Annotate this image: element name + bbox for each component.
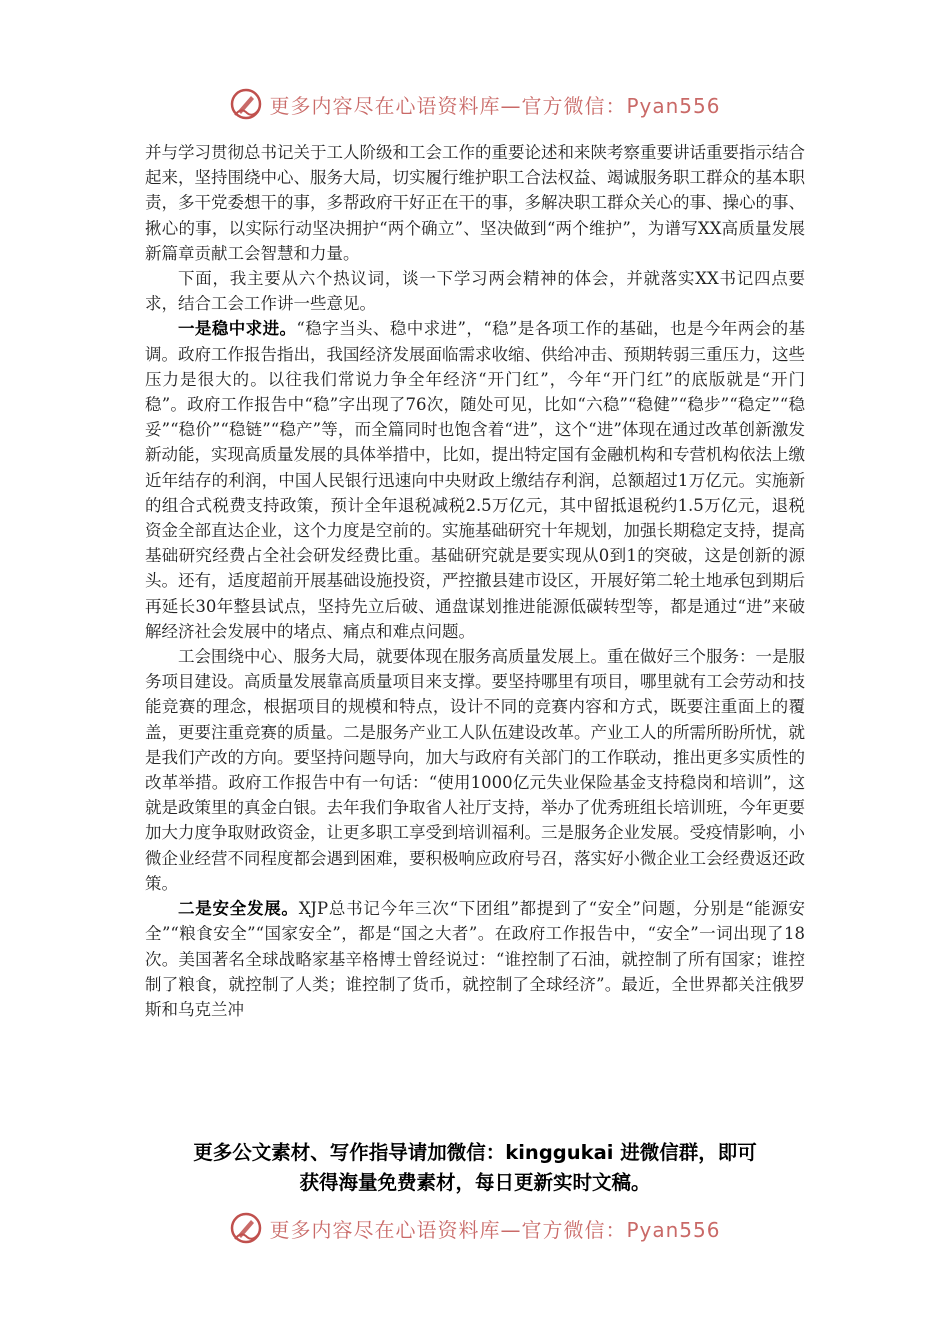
watermark-header [0, 86, 950, 122]
section-heading-1: 一是稳中求进。 [178, 319, 297, 339]
paragraph-1-text: 并与学习贯彻总书记关于工人阶级和工会工作的重要论述和来陕考察重要讲话重要指示结合起来，坚持围绕中心、服务大局，切实履行维护职工合法权益、竭诚服务职工群众的基本职责，多干党委想干的事，多帮政府干好正在干的事，多解决职工群众关心的事、操心的事、揪心的事，以实际行动坚决拥护“两个确立”、坚决做到“两个维护”，为谱写XX高质量发展新篇章贡献工会智慧和力量。 [145, 143, 805, 263]
document-body [145, 140, 805, 1022]
paragraph-4-text: 工会围绕中心、服务大局，就要体现在服务高质量发展上。重在做好三个服务：一是服务项目建设。高质量发展靠高质量项目来支撑。要坚持哪里有项目，哪里就有工会劳动和技能竞赛的理念，根据项目的规模和特点，设计不同的竞赛内容和方式，既要注重面上的覆盖，更要注重竞赛的质量。二是服务产业工人队伍建设改革。产业工人的所需所盼所忧，就是我们产改的方向。要坚持问题导向，加大与政府有关部门的工作联动，推出更多实质性的改革举措。政府工作报告中有一句话：“使用1000亿元失业保险基金支持稳岗和培训”，这就是政策里的真金白银。去年我们争取省人社厅支持，举办了优秀班组长培训班，今年更要加大力度争取财政资金，让更多职工享受到培训福利。三是服务企业发展。受疫情影响，小微企业经营不同程度都会遇到困难，要积极响应政府号召，落实好小微企业工会经费返还政策。 [145, 647, 805, 893]
paragraph-3-text: “稳字当头、稳中求进”，“稳”是各项工作的基础，也是今年两会的基调。政府工作报告指出，我国经济发展面临需求收缩、供给冲击、预期转弱三重压力，这些压力是很大的。以往我们常说力争全年经济“开门红”，今年“开门红”的底版就是“开门稳”。政府工作报告中“稳”字出现了76次，随处可见，比如“六稳”“稳健”“稳步”“稳定”“稳妥”“稳价”“稳链”“稳产”等，而全篇同时也饱含着“进”，这个“进”体现在通过改革创新激发新动能，实现高质量发展的具体举措中，比如，提出特定国有金融机构和专营机构依法上缴近年结存的利润，中国人民银行迅速向中央财政上缴结存利润，总额超过1万亿元。实施新的组合式税费支持政策，预计全年退税减税2.5万亿元，其中留抵退税约1.5万亿元，退税资金全部直达企业，这个力度是空前的。实施基础研究十年规划，加强长期稳定支持，提高基础研究经费占全社会研发经费比重。基础研究就是要实现从0到1的突破，这是创新的源头。还有，适度超前开展基础设施投资，严控撤县建市设区，开展好第二轮土地承包到期后再延长30年整县试点，坚持先立后破、通盘谋划推进能源低碳转型等，都是通过“进”来破解经济社会发展中的堵点、痛点和难点问题。 [145, 319, 805, 641]
paragraph-5-text: XJP总书记今年三次“下团组”都提到了“安全”问题，分别是“能源安全”“粮食安全”“国家安全”，都是“国之大者”。在政府工作报告中，“安全”一词出现了18次。美国著名全球战略家基辛格博士曾经说过：“谁控制了石油，就控制了所有国家；谁控制了粮食，就控制了人类；谁控制了货币，就控制了全球经济”。最近，全世界都关注俄罗斯和乌克兰冲 [145, 899, 806, 1019]
promo-line-1: 更多公文素材、写作指导请加微信：kinggukai 进微信群，即可 [193, 1141, 757, 1164]
watermark-footer [0, 1210, 950, 1246]
watermark-text: 更多内容尽在心语资料库—官方微信：Pyan556 [269, 1217, 721, 1242]
promo-line-2: 获得海量免费素材，每日更新实时文稿。 [299, 1171, 651, 1194]
pen-signature-logo-icon [229, 87, 263, 121]
paragraph-2-text: 下面，我主要从六个热议词，谈一下学习两会精神的体会，并就落实XX书记四点要求，结合工会工作讲一些意见。 [145, 269, 805, 314]
section-heading-2: 二是安全发展。 [178, 899, 299, 919]
promo-banner [0, 1138, 950, 1198]
paragraph-1 [145, 140, 805, 266]
paragraph-5 [145, 896, 805, 1022]
paragraph-3 [145, 316, 805, 644]
watermark-text: 更多内容尽在心语资料库—官方微信：Pyan556 [269, 93, 721, 118]
pen-signature-logo-icon [229, 1211, 263, 1245]
paragraph-2 [145, 266, 805, 316]
paragraph-4 [145, 644, 805, 896]
